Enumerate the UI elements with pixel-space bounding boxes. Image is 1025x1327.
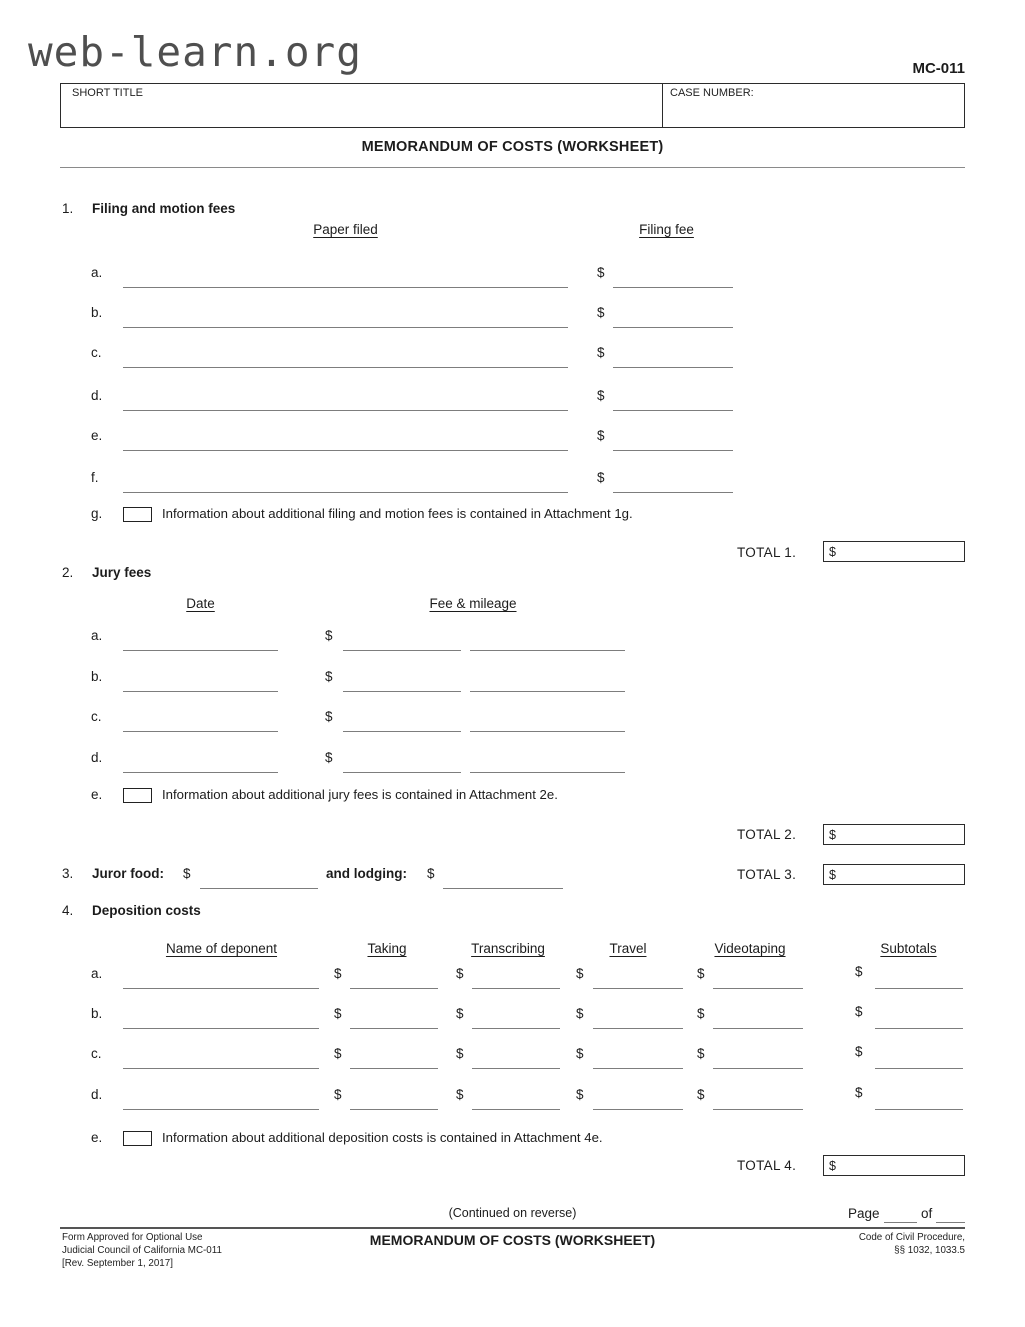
- section2-mileage-input-d[interactable]: [470, 772, 625, 773]
- dollar-sign: $: [325, 709, 333, 724]
- section3-lodging-label: and lodging:: [326, 866, 407, 881]
- site-logo: web-learn.org: [28, 28, 362, 76]
- total3-amount-box[interactable]: $: [823, 864, 965, 885]
- section4-taking-input-a[interactable]: [350, 988, 438, 989]
- section4-attachment-text: Information about additional deposition costs is contained in Attachment 4e.: [162, 1130, 603, 1145]
- section4-travel-input-a[interactable]: [593, 988, 683, 989]
- section4-transcribing-input-d[interactable]: [472, 1109, 560, 1110]
- section1-row-letter: f.: [91, 470, 99, 485]
- section1-attachment-checkbox[interactable]: [123, 507, 152, 522]
- section4-subtotal-input-d[interactable]: [875, 1109, 963, 1110]
- section4-attachment-letter: e.: [91, 1130, 103, 1145]
- short-title-input[interactable]: [72, 102, 652, 124]
- total2-label: TOTAL 2.: [737, 827, 797, 842]
- section2-row-letter: c.: [91, 709, 102, 724]
- dollar-sign: $: [334, 1006, 342, 1021]
- section3-number: 3.: [62, 866, 74, 881]
- total4-amount-box[interactable]: $: [823, 1155, 965, 1176]
- section1-heading: Filing and motion fees: [92, 201, 236, 216]
- footer-divider: [60, 1227, 965, 1229]
- section2-row-letter: d.: [91, 750, 103, 765]
- section2-mileage-input-b[interactable]: [470, 691, 625, 692]
- section1-filing-fee-input-b[interactable]: [613, 327, 733, 328]
- section1-paper-filed-input-f[interactable]: [123, 492, 568, 493]
- section2-attachment-letter: e.: [91, 787, 103, 802]
- dollar-sign: $: [855, 1004, 863, 1019]
- section2-col-fee-mileage: Fee & mileage: [429, 596, 517, 611]
- section2-number: 2.: [62, 565, 74, 580]
- page-number-input[interactable]: [884, 1222, 917, 1223]
- section1-filing-fee-input-a[interactable]: [613, 287, 733, 288]
- total2-amount-box[interactable]: $: [823, 824, 965, 845]
- footer-approval-line: Judicial Council of California MC-011: [62, 1245, 222, 1256]
- section1-col-filing-fee: Filing fee: [639, 222, 694, 237]
- continued-on-reverse: (Continued on reverse): [448, 1206, 577, 1220]
- dollar-sign: $: [697, 1006, 705, 1021]
- section1-filing-fee-input-f[interactable]: [613, 492, 733, 493]
- dollar-sign: $: [855, 1085, 863, 1100]
- section4-videotaping-input-c[interactable]: [713, 1068, 803, 1069]
- dollar-sign: $: [597, 388, 605, 403]
- section4-taking-input-d[interactable]: [350, 1109, 438, 1110]
- section2-mileage-input-c[interactable]: [470, 731, 625, 732]
- section4-transcribing-input-c[interactable]: [472, 1068, 560, 1069]
- section4-number: 4.: [62, 903, 74, 918]
- section4-col-subtotals: Subtotals: [880, 941, 937, 956]
- section2-fee-input-b[interactable]: [343, 691, 461, 692]
- total3-label: TOTAL 3.: [737, 867, 797, 882]
- section1-row-letter: a.: [91, 265, 103, 280]
- section4-col-travel: Travel: [609, 941, 647, 956]
- case-number-label: CASE NUMBER:: [670, 87, 754, 99]
- dollar-sign: $: [456, 1046, 464, 1061]
- section1-paper-filed-input-e[interactable]: [123, 450, 568, 451]
- dollar-sign: $: [334, 966, 342, 981]
- dollar-sign: $: [697, 1046, 705, 1061]
- section1-row-letter: c.: [91, 345, 102, 360]
- section2-date-input-a[interactable]: [123, 650, 278, 651]
- dollar-sign: $: [576, 1046, 584, 1061]
- section1-row-letter: d.: [91, 388, 103, 403]
- section1-number: 1.: [62, 201, 74, 216]
- total1-amount-box[interactable]: $: [823, 541, 965, 562]
- section2-fee-input-c[interactable]: [343, 731, 461, 732]
- footer-form-title: MEMORANDUM OF COSTS (WORKSHEET): [369, 1232, 656, 1248]
- section4-travel-input-d[interactable]: [593, 1109, 683, 1110]
- section3-lodging-input[interactable]: [443, 888, 563, 889]
- section2-fee-input-a[interactable]: [343, 650, 461, 651]
- section1-paper-filed-input-b[interactable]: [123, 327, 568, 328]
- section4-transcribing-input-b[interactable]: [472, 1028, 560, 1029]
- footer-code-line: §§ 1032, 1033.5: [894, 1245, 965, 1256]
- section1-attachment-letter: g.: [91, 506, 103, 521]
- total4-label: TOTAL 4.: [737, 1158, 797, 1173]
- section4-row-letter: d.: [91, 1087, 103, 1102]
- dollar-sign: $: [576, 966, 584, 981]
- dollar-sign: $: [325, 750, 333, 765]
- caption-box-divider: [662, 83, 663, 128]
- section4-deponent-input-a[interactable]: [123, 988, 319, 989]
- dollar-sign: $: [183, 866, 191, 881]
- section3-food-label: Juror food:: [92, 866, 164, 881]
- section2-fee-input-d[interactable]: [343, 772, 461, 773]
- section2-date-input-b[interactable]: [123, 691, 278, 692]
- header-divider: [60, 167, 965, 168]
- section4-videotaping-input-d[interactable]: [713, 1109, 803, 1110]
- short-title-label: SHORT TITLE: [72, 87, 143, 99]
- section4-videotaping-input-a[interactable]: [713, 988, 803, 989]
- footer-code-block: [665, 1231, 965, 1257]
- section4-videotaping-input-b[interactable]: [713, 1028, 803, 1029]
- of-label: of: [921, 1206, 933, 1221]
- section4-taking-input-b[interactable]: [350, 1028, 438, 1029]
- dollar-sign: $: [697, 966, 705, 981]
- form-title: MEMORANDUM OF COSTS (WORKSHEET): [361, 139, 664, 155]
- page-label: Page: [848, 1206, 880, 1221]
- dollar-sign: $: [597, 470, 605, 485]
- section2-date-input-c[interactable]: [123, 731, 278, 732]
- section4-deponent-input-b[interactable]: [123, 1028, 319, 1029]
- section4-travel-input-b[interactable]: [593, 1028, 683, 1029]
- section4-transcribing-input-a[interactable]: [472, 988, 560, 989]
- section1-filing-fee-input-e[interactable]: [613, 450, 733, 451]
- section1-paper-filed-input-c[interactable]: [123, 367, 568, 368]
- section4-row-letter: c.: [91, 1046, 102, 1061]
- section2-attachment-checkbox[interactable]: [123, 788, 152, 803]
- section2-row-letter: a.: [91, 628, 103, 643]
- section4-attachment-checkbox[interactable]: [123, 1131, 152, 1146]
- page-total-input[interactable]: [936, 1222, 965, 1223]
- section1-row-letter: b.: [91, 305, 103, 320]
- section1-paper-filed-input-a[interactable]: [123, 287, 568, 288]
- section2-row-letter: b.: [91, 669, 103, 684]
- section4-subtotal-input-c[interactable]: [875, 1068, 963, 1069]
- dollar-sign: $: [334, 1046, 342, 1061]
- section4-heading: Deposition costs: [92, 903, 201, 918]
- section4-taking-input-c[interactable]: [350, 1068, 438, 1069]
- dollar-sign: $: [325, 669, 333, 684]
- section4-col-deponent: Name of deponent: [165, 941, 278, 956]
- section1-filing-fee-input-c[interactable]: [613, 367, 733, 368]
- section4-subtotal-input-a[interactable]: [875, 988, 963, 989]
- dollar-sign: $: [597, 345, 605, 360]
- section4-col-videotaping: Videotaping: [714, 941, 786, 956]
- footer-approval-line: Form Approved for Optional Use: [62, 1232, 203, 1243]
- dollar-sign: $: [456, 1006, 464, 1021]
- section2-heading: Jury fees: [92, 565, 152, 580]
- dollar-sign: $: [325, 628, 333, 643]
- dollar-sign: $: [456, 1087, 464, 1102]
- section2-date-input-d[interactable]: [123, 772, 278, 773]
- case-number-input[interactable]: [670, 102, 955, 124]
- dollar-sign: $: [597, 265, 605, 280]
- dollar-sign: $: [576, 1006, 584, 1021]
- dollar-sign: $: [597, 305, 605, 320]
- dollar-sign: $: [597, 428, 605, 443]
- section4-col-taking: Taking: [367, 941, 407, 956]
- section1-col-paper-filed: Paper filed: [313, 222, 378, 237]
- dollar-sign: $: [334, 1087, 342, 1102]
- footer-approval-line: [Rev. September 1, 2017]: [62, 1258, 173, 1269]
- section4-deponent-input-d[interactable]: [123, 1109, 319, 1110]
- dollar-sign: $: [855, 964, 863, 979]
- dollar-sign: $: [855, 1044, 863, 1059]
- footer-code-line: Code of Civil Procedure,: [858, 1232, 965, 1243]
- dollar-sign: $: [427, 866, 435, 881]
- section1-row-letter: e.: [91, 428, 103, 443]
- form-number: MC-011: [912, 60, 965, 77]
- section4-subtotal-input-b[interactable]: [875, 1028, 963, 1029]
- section3-food-input[interactable]: [200, 888, 318, 889]
- section1-paper-filed-input-d[interactable]: [123, 410, 568, 411]
- dollar-sign: $: [456, 966, 464, 981]
- dollar-sign: $: [697, 1087, 705, 1102]
- section1-attachment-text: Information about additional filing and motion fees is contained in Attachment 1g.: [162, 506, 633, 521]
- total1-label: TOTAL 1.: [737, 545, 797, 560]
- section2-attachment-text: Information about additional jury fees is contained in Attachment 2e.: [162, 787, 558, 802]
- section4-row-letter: b.: [91, 1006, 103, 1021]
- section1-filing-fee-input-d[interactable]: [613, 410, 733, 411]
- section4-deponent-input-c[interactable]: [123, 1068, 319, 1069]
- section4-row-letter: a.: [91, 966, 103, 981]
- section4-travel-input-c[interactable]: [593, 1068, 683, 1069]
- section2-mileage-input-a[interactable]: [470, 650, 625, 651]
- section2-col-date: Date: [186, 596, 215, 611]
- section4-col-transcribing: Transcribing: [471, 941, 545, 956]
- dollar-sign: $: [576, 1087, 584, 1102]
